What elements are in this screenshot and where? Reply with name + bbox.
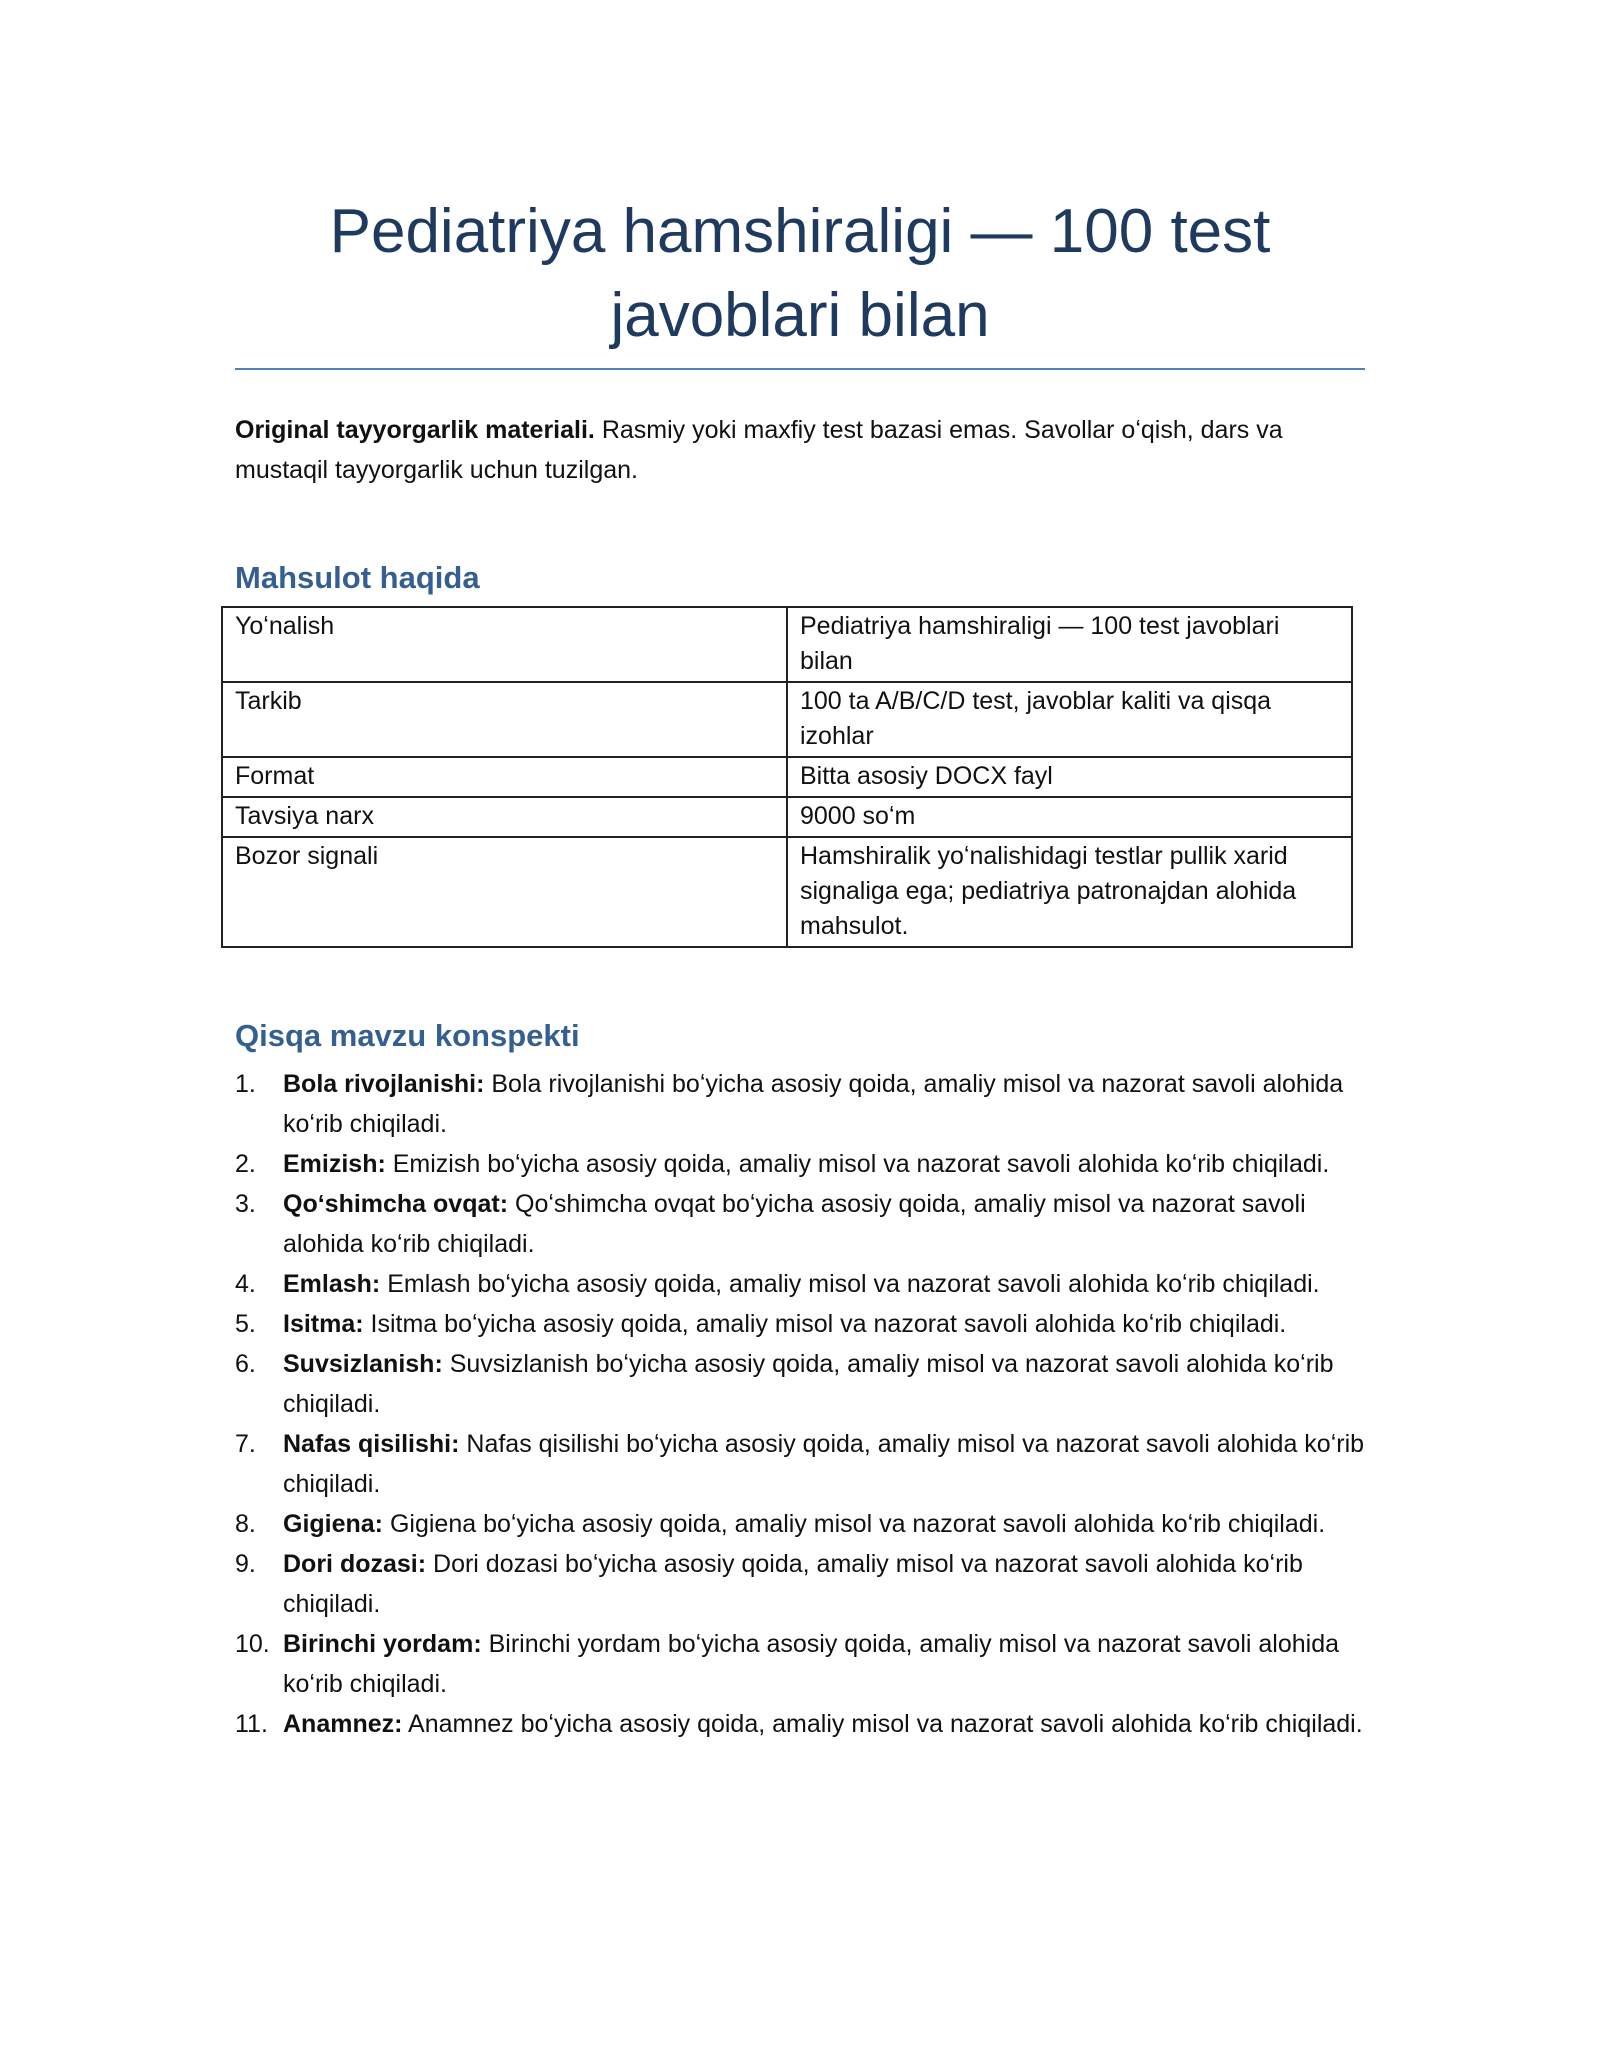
table-label-cell: Format [222, 757, 787, 797]
title-divider [235, 368, 1365, 370]
list-term: Gigiena: [283, 1510, 384, 1538]
list-item [235, 1704, 1365, 1744]
list-number: 9. [235, 1550, 256, 1578]
list-term: Dori dozasi: [283, 1550, 427, 1578]
list-item [235, 1424, 1365, 1504]
table-row [222, 837, 1352, 947]
list-term: Birinchi yordam: [283, 1630, 482, 1658]
list-term: Emlash: [283, 1270, 381, 1298]
list-number: 5. [235, 1310, 256, 1338]
table-value-cell: Pediatriya hamshiraligi — 100 test javoblari bilan [787, 607, 1352, 682]
list-text: Dori dozasi boʻyicha asosiy qoida, amaliy misol va nazorat savoli alohida koʻrib chiqiladi. [283, 1550, 1303, 1618]
list-text: Isitma boʻyicha asosiy qoida, amaliy misol va nazorat savoli alohida koʻrib chiqiladi. [363, 1310, 1287, 1338]
list-item [235, 1504, 1365, 1544]
list-text: Emlash boʻyicha asosiy qoida, amaliy misol va nazorat savoli alohida koʻrib chiqiladi. [380, 1270, 1320, 1298]
table-value-cell: 100 ta A/B/C/D test, javoblar kaliti va qisqa izohlar [787, 682, 1352, 757]
list-term: Isitma: [283, 1310, 364, 1338]
list-number: 1. [235, 1070, 256, 1098]
intro-bold: Original tayyorgarlik materiali. [235, 416, 595, 444]
list-item [235, 1304, 1365, 1344]
table-row [222, 607, 1352, 682]
document-title: Pediatriya hamshiraligi — 100 test javoblari bilan [329, 197, 1271, 350]
table-row [222, 757, 1352, 797]
table-label-cell: Tarkib [222, 682, 787, 757]
list-text: Nafas qisilishi boʻyicha asosiy qoida, amaliy misol va nazorat savoli alohida koʻrib chiqiladi. [283, 1430, 1365, 1498]
list-text: Emizish boʻyicha asosiy qoida, amaliy misol va nazorat savoli alohida koʻrib chiqiladi. [385, 1150, 1330, 1178]
intro-paragraph [235, 410, 1365, 490]
list-item [235, 1184, 1365, 1264]
list-item [235, 1064, 1365, 1144]
table-label-cell: Tavsiya narx [222, 797, 787, 837]
table-row [222, 797, 1352, 837]
table-value-cell: Hamshiralik yoʻnalishidagi testlar pullik xarid signaliga ega; pediatriya patronajdan alohida mahsulot. [787, 837, 1352, 947]
list-item [235, 1344, 1365, 1424]
list-text: Birinchi yordam boʻyicha asosiy qoida, amaliy misol va nazorat savoli alohida koʻrib chiqiladi. [283, 1630, 1340, 1698]
table-label-cell: Yoʻnalish [222, 607, 787, 682]
intro-text: Rasmiy yoki maxfiy test bazasi emas. Savollar oʻqish, dars va mustaqil tayyorgarlik uchun tuzilgan. [235, 416, 1283, 484]
document-page [235, 190, 1365, 1744]
list-text: Gigiena boʻyicha asosiy qoida, amaliy misol va nazorat savoli alohida koʻrib chiqiladi. [383, 1510, 1326, 1538]
list-term: Anamnez: [283, 1710, 403, 1738]
product-section-heading: Mahsulot haqida [235, 560, 480, 595]
list-term: Nafas qisilishi: [283, 1430, 460, 1458]
list-number: 6. [235, 1350, 256, 1378]
list-number: 7. [235, 1430, 256, 1458]
list-text: Suvsizlanish boʻyicha asosiy qoida, amaliy misol va nazorat savoli alohida koʻrib chiqiladi. [283, 1350, 1334, 1418]
list-item [235, 1544, 1365, 1624]
table-value-cell: Bitta asosiy DOCX fayl [787, 757, 1352, 797]
list-term: Emizish: [283, 1150, 386, 1178]
product-info-table [221, 606, 1353, 948]
list-term: Suvsizlanish: [283, 1350, 443, 1378]
list-text: Qoʻshimcha ovqat boʻyicha asosiy qoida, amaliy misol va nazorat savoli alohida koʻrib chiqiladi. [283, 1190, 1306, 1258]
list-number: 11. [235, 1710, 268, 1738]
list-item [235, 1264, 1365, 1304]
list-number: 2. [235, 1150, 256, 1178]
topics-list [235, 1064, 1365, 1744]
list-text: Anamnez boʻyicha asosiy qoida, amaliy misol va nazorat savoli alohida koʻrib chiqiladi. [402, 1710, 1363, 1738]
list-number: 4. [235, 1270, 256, 1298]
list-item [235, 1624, 1365, 1704]
list-text: Bola rivojlanishi boʻyicha asosiy qoida, amaliy misol va nazorat savoli alohida koʻrib chiqiladi. [283, 1070, 1344, 1138]
topics-section-heading: Qisqa mavzu konspekti [235, 1018, 580, 1053]
table-value-cell: 9000 soʻm [787, 797, 1352, 837]
list-number: 3. [235, 1190, 256, 1218]
list-term: Bola rivojlanishi: [283, 1070, 485, 1098]
list-item [235, 1144, 1365, 1184]
list-number: 10. [235, 1630, 270, 1658]
list-term: Qoʻshimcha ovqat: [283, 1190, 509, 1218]
list-number: 8. [235, 1510, 256, 1538]
table-row [222, 682, 1352, 757]
table-label-cell: Bozor signali [222, 837, 787, 947]
